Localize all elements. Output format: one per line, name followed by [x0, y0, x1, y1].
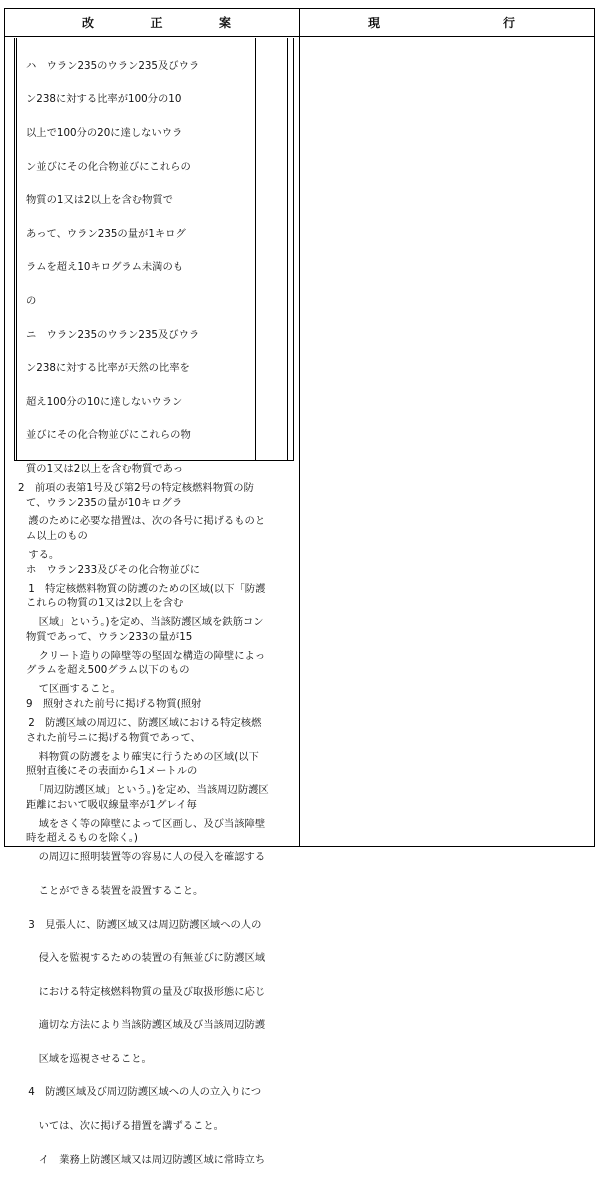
header-char: 現 [368, 16, 382, 30]
text-line: 2 前項の表第1号及び第2号の特定核燃料物質の防 [18, 481, 254, 494]
text-line: 3 見張人に、防護区域又は周辺防護区域への人の [18, 918, 262, 931]
text-line: あって、ウラン235の量が1キログ [26, 227, 186, 240]
text-line: ム以上のもの [26, 530, 88, 543]
header-revised-proposal [82, 14, 232, 31]
text-line: グラムを超え500グラム以下のもの [26, 664, 190, 677]
text-line: 区域」という。)を定め、当該防護区域を鉄筋コン [18, 616, 264, 629]
text-line: イ 業務上防護区域又は周辺防護区域に常時立ち [18, 1153, 266, 1166]
text-line: ン238に対する比率が100分の10 [26, 93, 182, 106]
text-line: された前号ニに掲げる物質であって、 [26, 731, 201, 744]
text-line: 1 特定核燃料物質の防護のための区域(以下「防護 [18, 582, 266, 595]
header-char: 行 [502, 16, 516, 30]
text-line: ラムを超え10キログラム未満のも [26, 261, 184, 274]
text-line: ホ ウラン233及びその化合物並びに [26, 563, 201, 576]
text-line: 9 照射された前号に掲げる物質(照射 [26, 698, 202, 711]
text-line: ことができる装置を設置すること。 [18, 884, 204, 897]
revised-text-body [18, 463, 298, 1185]
text-line: 侵入を監視するための装置の有無並びに防護区域 [18, 952, 266, 965]
text-line: 物質であって、ウラン233の量が15 [26, 630, 193, 643]
text-line: ン238に対する比率が天然の比率を [26, 362, 190, 375]
text-line: 距離において吸収線量率が1グレイ毎 [26, 798, 197, 811]
text-line: て、ウラン235の量が10キログラ [26, 496, 183, 509]
text-line: する。 [18, 548, 60, 561]
text-line: これらの物質の1又は2以上を含む [26, 597, 184, 610]
column-divider [299, 8, 300, 847]
text-line: 照射直後にその表面から1メートルの [26, 765, 198, 778]
text-line: 護のために必要な措置は、次の各号に掲げるものと [18, 515, 266, 528]
text-line: 4 防護区域及び周辺防護区域への人の立入りにつ [18, 1086, 262, 1099]
text-line: 料物質の防護をより確実に行うための区域(以下 [18, 750, 259, 763]
text-line: 超え100分の10に達しないウラン [26, 395, 183, 408]
text-line: て区画すること。 [18, 683, 121, 696]
text-line: ン並びにその化合物並びにこれらの [26, 160, 191, 173]
header-current [368, 14, 516, 31]
text-line: 時を超えるものを除く。) [26, 832, 138, 845]
text-line: 域をさく等の障壁によって区画し、及び当該障壁 [18, 817, 266, 830]
embedded-table-divider [255, 38, 256, 460]
text-line: における特定核燃料物質の量及び取扱形態に応じ [18, 985, 266, 998]
text-line: 適切な方法により当該防護区域及び当該周辺防護 [18, 1019, 266, 1032]
header-char: 正 [150, 16, 164, 30]
text-line: 物質の1又は2以上を含む物質で [26, 194, 173, 207]
text-line: 以上で100分の20に達しないウラ [26, 126, 183, 139]
text-line: ハ ウラン235のウラン235及びウラ [26, 59, 200, 72]
text-line: 区域を巡視させること。 [18, 1052, 152, 1065]
text-line: 「周辺防護区域」という。)を定め、当該周辺防護区 [18, 784, 269, 797]
text-line: の [26, 294, 37, 307]
text-line: 質の1又は2以上を含む物質であっ [26, 462, 184, 475]
text-line: の周辺に照明装置等の容易に人の侵入を確認する [18, 851, 266, 864]
header-char: 改 [82, 16, 96, 30]
text-line: 2 防護区域の周辺に、防護区域における特定核燃 [18, 716, 262, 729]
text-line: クリート造りの障壁等の堅固な構造の障壁によっ [18, 649, 266, 662]
text-line: 並びにその化合物並びにこれらの物 [26, 429, 191, 442]
header-char: 案 [218, 16, 232, 30]
embedded-table-divider [287, 38, 288, 460]
text-line: ニ ウラン235のウラン235及びウラ [26, 328, 200, 341]
text-line: いては、次に掲げる措置を講ずること。 [18, 1120, 224, 1133]
